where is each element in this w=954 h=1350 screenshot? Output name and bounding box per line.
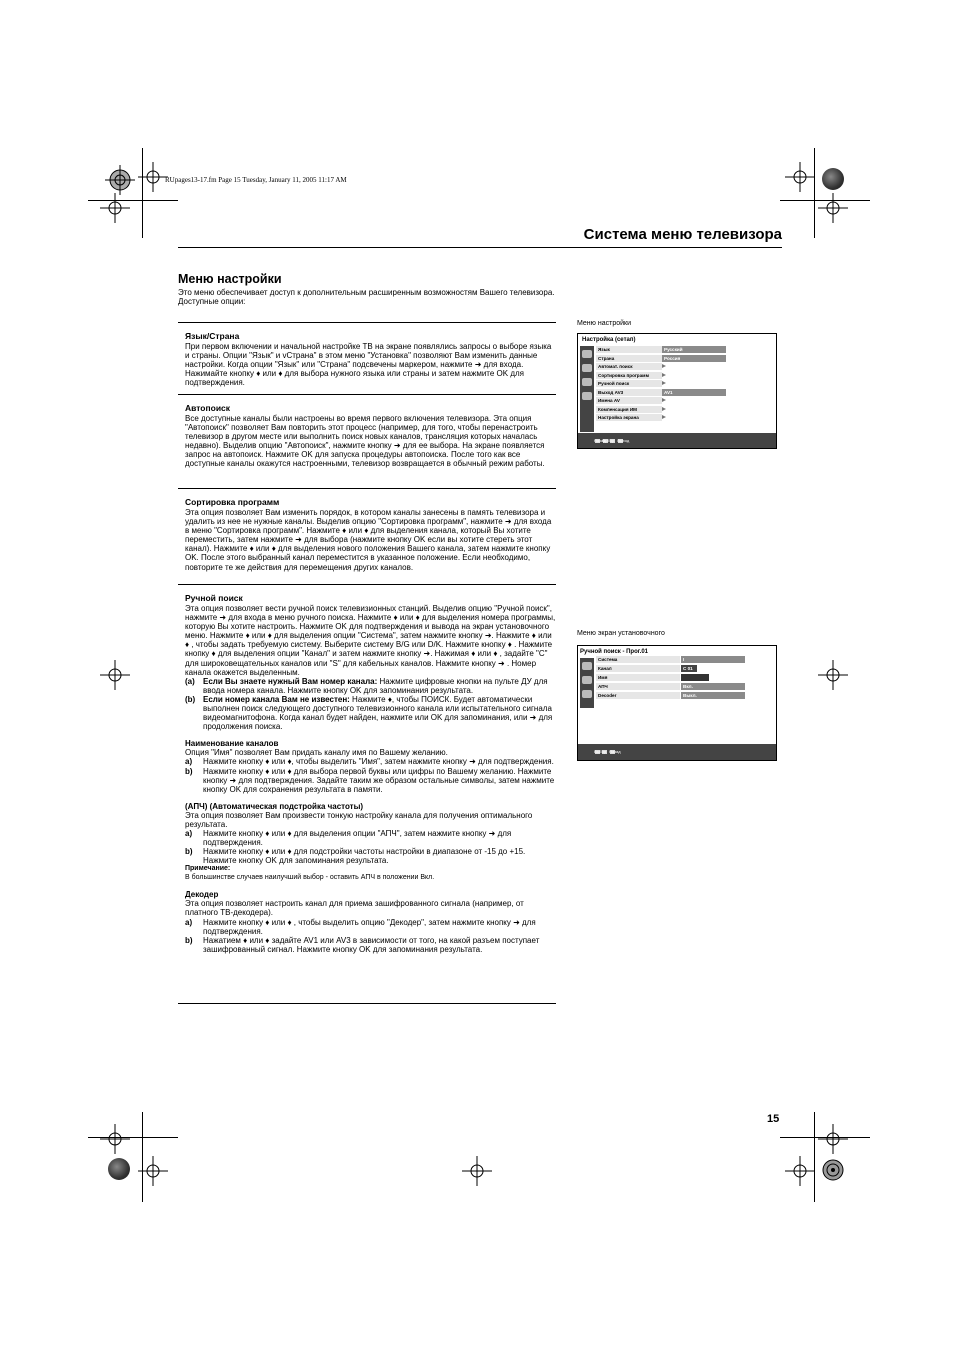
- list-item: b) Нажатием ♦ или ♦ задайте AV1 или AV3 в зависимости от того, на какой разъем поступает зашифрованный сигнал. Нажмите кнопку OK для запоминания результата.: [185, 935, 540, 954]
- section-manual-search: [178, 584, 556, 1004]
- manual-search-screen: Ручной поиск - Прог.01 Система I Канал C 01 Имя АПЧ Вкл. Decoder Выкл. Выбор Назад: [577, 645, 777, 761]
- list-item: (a) Если Вы знаете нужный Вам номер канала: Нажмите цифровые кнопки на пульте ДУ для ввода номера канала. Нажмите кнопку OK для запоминания результата.: [185, 676, 548, 695]
- section-heading: Ручной поиск: [185, 593, 243, 603]
- registration-target-icon: [105, 165, 135, 195]
- registration-target-icon: [138, 162, 168, 192]
- sound-icon: [582, 676, 592, 684]
- screen-caption: Меню экран установочного: [577, 630, 665, 637]
- section-autosearch: [178, 394, 556, 489]
- section-text: При первом включении и начальной настройке ТВ на экране появлялись запросы о выборе языка и страны. Опции "Язык" и vСтрана" в этом меню "Установка" позволяют Вам изменить данные настройки. Когда опции "Язык" или "Страна" подсвечены маркером, нажмите ➜ для входа. Нажимайте кнопку ♦ или ♦ для выбора нужного языка или страны и затем нажмите OK для подтверждения.: [185, 342, 552, 388]
- subsection-heading: Декодер: [185, 890, 219, 900]
- arrow-right-icon: [662, 381, 666, 385]
- registration-target-icon: [818, 1155, 848, 1185]
- list-item: a) Нажмите кнопку ♦ или ♦ , чтобы выделить опцию "Декодер", затем нажмите кнопку ➜ для подтверждения.: [185, 917, 536, 936]
- screen-title: Настройка (сетап): [582, 337, 636, 343]
- list-item: a) Нажмите кнопку ♦ или ♦ для выделения опции "АПЧ", затем нажмите кнопку ➜ для подтверждения.: [185, 828, 512, 848]
- registration-target-icon: [818, 660, 848, 690]
- arrow-right-icon: [662, 373, 666, 377]
- arrow-right-icon: [662, 407, 666, 411]
- section-language-country: [178, 322, 556, 395]
- section-heading: Сортировка программ: [185, 497, 280, 507]
- screen-caption: Меню настройки: [577, 320, 631, 327]
- intro-text: Это меню обеспечивает доступ к дополнительным расширенным возможностям Вашего телевизора. Доступные опции:: [178, 288, 555, 307]
- subsection-heading: Наименование каналов: [185, 739, 279, 749]
- list-item: a) Нажмите кнопку ♦ или ♦, чтобы выделить "Имя", затем нажмите кнопку ➜ для подтверждения.: [185, 757, 554, 767]
- section-text: Эта опция позволяет Вам изменить порядок, в котором каналы занесены в память телевизора и удалить из нее не нужные каналы. Выделив опцию "Сортировка программ", нажмите ➜ для входа в меню "Сортировка программ". Нажмите ♦ или ♦ для выделения канала, который Вы хотите переместить, затем нажмите ➜ для выбора (нажмите кнопку OK если вы хотите стереть этот канал). Нажмите ♦ или ♦ для выделения нового положения Вашего канала, затем нажмите кнопку OK. После этого выбранный канал переместится в указанное положение. Если необходимо, повторите те же действия для перемещения других каналов.: [185, 508, 552, 572]
- feature-icon: [582, 378, 592, 386]
- list-item: b) Нажмите кнопку ♦ или ♦ для подстройки частоты настройки в диапазоне от -15 до +15. Нажмите кнопку OK для запоминания результата.: [185, 847, 526, 866]
- name-field: [681, 674, 709, 681]
- subsection-text: Опция "Имя" позволяет Вам придать каналу имя по Вашему желанию.: [185, 748, 448, 758]
- screen-icon-bar: [580, 346, 594, 432]
- screen-title: Ручной поиск - Прог.01: [580, 649, 648, 655]
- registration-ball-icon: [822, 168, 844, 190]
- picture-icon: [582, 662, 592, 670]
- section-program-sort: [178, 488, 556, 585]
- screen-icon-bar: [580, 658, 594, 708]
- arrow-right-icon: [662, 415, 666, 419]
- title-divider: [178, 247, 782, 248]
- section-heading: Язык/Страна: [185, 331, 240, 341]
- subsection-heading: (АПЧ) (Автоматическая подстройка частоты): [185, 801, 364, 811]
- page-number: 15: [767, 1113, 780, 1125]
- screen-footer: Выбор Назад: [578, 744, 776, 760]
- arrow-right-icon: [662, 364, 666, 368]
- sound-icon: [582, 364, 592, 372]
- subsection-text: Эта опция позволяет настроить канал для приема зашифрованного сигнала (например, от платного ТВ-декодера).: [185, 899, 524, 918]
- section-text: Все доступные каналы были настроены во время первого включения телевизора. Эта опция "Автопоиск" позволяет Вам повторить этот процесс (например, для того, чтобы перенастроить телевизор в другом месте или выполнить поиск новых каналов, трансляция которых началась недавно). Выделив опцию "Автопоиск", нажмите кнопку ➜ для ее выбора. На экране появляется запрос на автопоиск. Нажмите OK для запуска процедуры автопоиска. После того как все доступные каналы окажутся настроенными, телевизор возвращается в обычный режим работы.: [185, 414, 545, 469]
- list-item: b) Нажмите кнопку ♦ или ♦ для выбора первой буквы или цифры по Вашему желанию. Нажмите кнопку ➜ для подтверждения. Задайте таким же образом остальные символы, затем нажмите кнопку OK для сохранения результата в памяти.: [185, 766, 555, 794]
- setup-icon: [582, 690, 592, 698]
- registration-target-icon: [818, 1124, 848, 1154]
- registration-target-icon: [785, 162, 815, 192]
- section-title: Меню настройки: [178, 272, 282, 286]
- subsection-text: Эта опция позволяет Вам произвести тонкую настройку канала для получения оптимального результата.: [185, 810, 533, 829]
- page-title: Система меню телевизора: [583, 226, 782, 243]
- registration-target-icon: [462, 1156, 492, 1186]
- registration-target-icon: [785, 1156, 815, 1186]
- registration-target-icon: [100, 193, 130, 223]
- registration-target-icon: [100, 660, 130, 690]
- setup-menu-screen: Настройка (сетап) Язык Русский Страна Россия Автомат. поиск Сортировка программ Ручной поиск Выход AV3 AV1 Имена AV Компенсация ИМ Настройка экрана Назад Выбор Выход: [577, 333, 777, 449]
- setup-icon: [582, 392, 592, 400]
- arrow-right-icon: [662, 398, 666, 402]
- section-heading: Автопоиск: [185, 403, 231, 413]
- screen-footer: Назад Выбор Выход: [578, 433, 776, 448]
- registration-target-icon: [818, 193, 848, 223]
- registration-target-icon: [100, 1124, 130, 1154]
- note-heading: Примечание:: [185, 865, 231, 873]
- registration-target-icon: [138, 1156, 168, 1186]
- file-header-info: RUpages13-17.fm Page 15 Tuesday, January 11, 2005 11:17 AM: [165, 176, 347, 184]
- registration-ball-icon: [108, 1158, 130, 1180]
- section-text: Эта опция позволяет вести ручной поиск телевизионных станций. Выделив опцию "Ручной поиск", нажмите ➜ для входа в меню ручного поиска. Нажмите ♦ или ♦ для выделения номера программы, которую Вы хотите настроить. Нажмите OK для подтверждения и вывода на экран установочного меню. Нажмите ♦ или ♦ для выделения опции "Система", затем нажмите кнопку ➜. Нажмите ♦ или ♦ , чтобы задать требуемую систему. Выберите систему B/G или D/K. Нажмите кнопку ♦ . Нажмите кнопку ♦ для выделения опции "Канал" и затем нажмите кнопку ➜. Нажимая ♦ или ♦ , задайте "C" для широковещательных каналов или "S" для кабельных каналов. Нажмите кнопку ➜ . Номер канала окажется выделенным.: [185, 604, 556, 677]
- list-item: (b) Если номер канала Вам не известен: Нажмите ♦, чтобы ПОИСК. Будет автоматически выполнен поиск следующего доступного телевизионного канала или испытательного сигнала видеомагнитофона. Когда канал будет найден, нажмите или OK для запоминания, или ➜ для продолжения поиска.: [185, 694, 553, 732]
- note-text: В большинстве случаев наилучший выбор - оставить АПЧ в положении Вкл.: [185, 873, 435, 881]
- picture-icon: [582, 350, 592, 358]
